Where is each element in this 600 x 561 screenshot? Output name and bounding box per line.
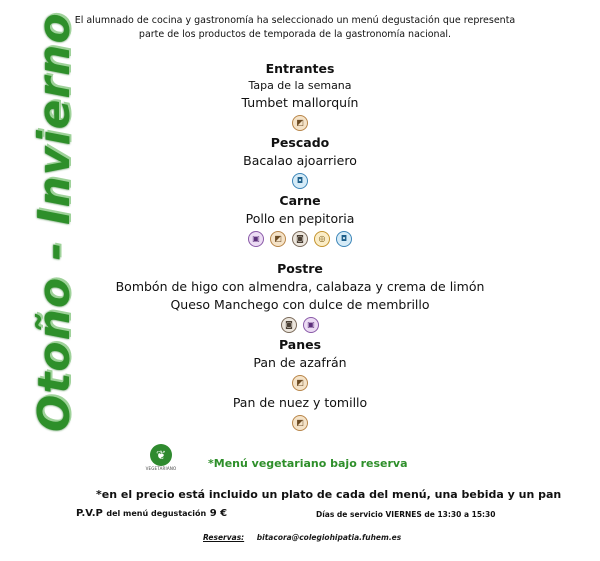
wheat-allergen-icon: ◩: [292, 115, 308, 131]
allergen-row-pan-nuez: [100, 412, 500, 434]
dish-tapa: Tapa de la semana: [248, 79, 352, 92]
section-heading-carne: Carne: [279, 193, 321, 208]
vegetarian-logo-caption: VEGETARIANO: [145, 466, 177, 471]
nuts-allergen-icon: ◙: [292, 231, 308, 247]
included-note: *en el precio está incluido un plato de cada del menú, una bebida y un pan: [96, 488, 562, 501]
egg-allergen-icon: ◎: [314, 231, 330, 247]
dish-pollo: Pollo en pepitoria: [245, 211, 355, 226]
vegetarian-note: *Menú vegetariano bajo reserva: [208, 457, 408, 470]
section-heading-panes: Panes: [278, 337, 322, 352]
wheat-allergen-icon: ◩: [292, 375, 308, 391]
section-heading-postre: Postre: [277, 261, 323, 276]
wheat-allergen-icon: ◩: [270, 231, 286, 247]
pvp-detail: del menú degustación: [106, 509, 207, 518]
intro-line-2: parte de los productos de temporada de la gastronomía nacional.: [138, 29, 452, 40]
milk-allergen-icon: ▣: [303, 317, 319, 333]
section-heading-pescado: Pescado: [270, 135, 330, 150]
allergen-row-carne: [100, 228, 500, 250]
dish-bacalao: Bacalao ajoarriero: [243, 153, 357, 168]
dish-pan-nuez: Pan de nuez y tomillo: [232, 395, 368, 410]
fish-allergen-icon: ◘: [336, 231, 352, 247]
menu-list: [100, 60, 500, 434]
allergen-row-entrantes: [100, 112, 500, 134]
section-heading-entrantes: Entrantes: [265, 61, 335, 76]
vegetarian-logo: [143, 444, 179, 474]
service-days: Días de servicio VIERNES de 13:30 a 15:30: [316, 510, 496, 519]
pvp-label: P.V.P: [76, 508, 103, 519]
reservations-email[interactable]: bitacora@colegiohipatia.fuhem.es: [256, 533, 402, 542]
fish-allergen-icon: ◘: [292, 173, 308, 189]
dish-queso: Queso Manchego con dulce de membrillo: [170, 297, 430, 312]
milk-allergen-icon: ▣: [248, 231, 264, 247]
reservations-label: Reservas:: [203, 533, 245, 542]
nuts-allergen-icon: ◙: [281, 317, 297, 333]
pvp-price: 9 €: [209, 508, 228, 519]
season-title: Otoño - Invierno: [29, 12, 80, 432]
reservations-line: [203, 533, 401, 542]
intro-line-1: El alumnado de cocina y gastronomía ha seleccionado un menú degustación que representa: [74, 15, 516, 26]
dish-pan-azafran: Pan de azafrán: [253, 355, 347, 370]
allergen-row-pan-azafran: [100, 372, 500, 394]
allergen-row-postre: [100, 314, 500, 336]
intro-text: [60, 14, 530, 42]
dish-tumbet: Tumbet mallorquín: [241, 95, 359, 110]
dish-bombon: Bombón de higo con almendra, calabaza y crema de limón: [115, 279, 485, 294]
wheat-allergen-icon: ◩: [292, 415, 308, 431]
allergen-row-pescado: [100, 170, 500, 192]
leaf-icon: ❦: [150, 444, 172, 466]
price-line: [76, 508, 227, 519]
